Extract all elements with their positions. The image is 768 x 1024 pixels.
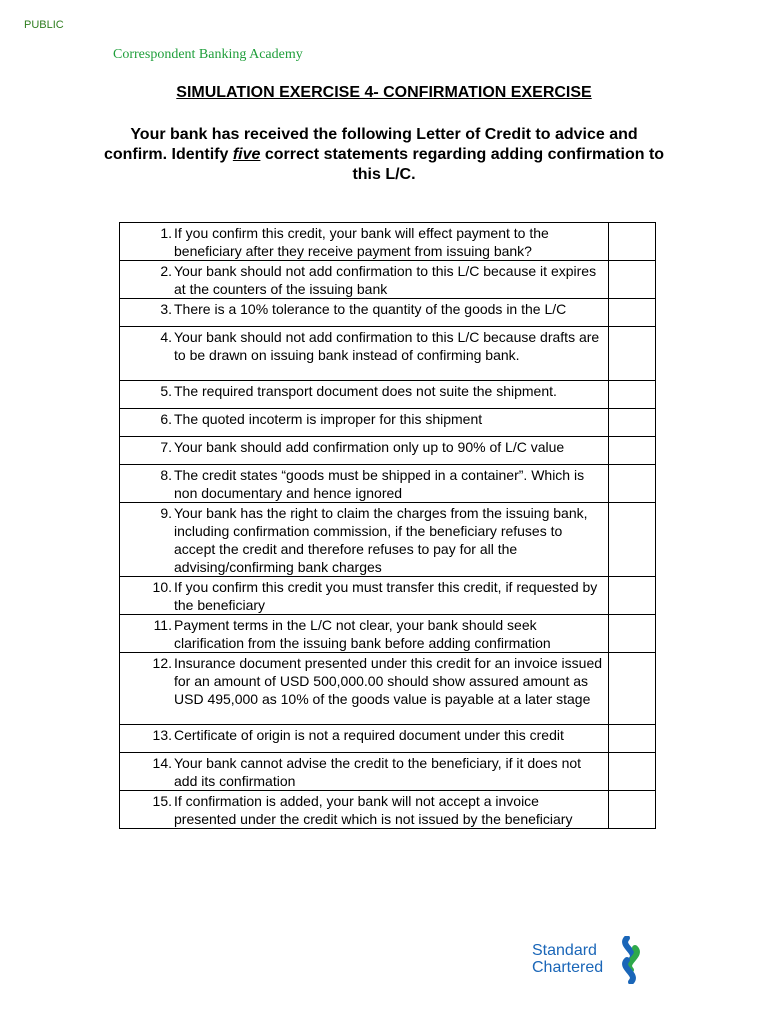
question-number: 11. [153,617,172,633]
answer-checkbox-cell[interactable] [609,437,656,465]
question-row [120,409,656,437]
answer-checkbox-cell[interactable] [609,223,656,261]
answer-checkbox-cell[interactable] [609,409,656,437]
question-text: Your bank has the right to claim the charges from the issuing bank, including confirmation commission, if the beneficiary refuses to accept the credit and therefore refuses to pay for all the advising/confirming bank charges [174,505,588,575]
question-cell [120,223,609,261]
question-text: Your bank cannot advise the credit to the beneficiary, if it does not add its confirmation [174,755,582,789]
question-text: Your bank should add confirmation only up to 90% of L/C value [174,439,565,455]
question-row [120,725,656,753]
standard-chartered-logo-icon [617,936,645,984]
question-content [120,465,608,502]
question-number: 10. [152,579,172,595]
question-cell [120,503,609,577]
classification-label: PUBLIC [24,19,64,31]
question-number: 14. [152,755,172,771]
answer-checkbox-cell[interactable] [609,577,656,615]
question-cell [120,299,609,327]
answer-checkbox-cell[interactable] [609,753,656,791]
question-content [120,223,608,260]
question-row [120,437,656,465]
answer-checkbox-cell[interactable] [609,465,656,503]
question-content [120,753,608,790]
question-content [120,503,608,576]
intro-emphasis: five [232,146,261,163]
question-content [120,261,608,298]
question-number: 12. [152,655,172,671]
answer-checkbox-cell[interactable] [609,381,656,409]
answer-checkbox-cell[interactable] [609,615,656,653]
question-text: Certificate of origin is not a required document under this credit [174,727,564,743]
standard-chartered-logo [532,936,652,986]
question-content [120,615,608,652]
question-cell [120,577,609,615]
question-row [120,753,656,791]
question-number: 3. [160,301,172,317]
question-number: 4. [160,329,172,345]
question-content [120,409,608,428]
question-text: If you confirm this credit, your bank will effect payment to the beneficiary after they receive payment from issuing bank? [174,225,549,259]
question-number: 9. [160,505,172,521]
logo-line-1: Standard [532,942,597,959]
question-cell [120,791,609,829]
question-text: There is a 10% tolerance to the quantity of the goods in the L/C [174,301,567,317]
answer-checkbox-cell[interactable] [609,653,656,725]
question-row [120,653,656,725]
page-title: SIMULATION EXERCISE 4- CONFIRMATION EXERCISE [176,84,592,101]
question-content [120,299,608,318]
question-number: 8. [160,467,172,483]
logo-wordmark [532,942,603,976]
question-cell [120,261,609,299]
answer-checkbox-cell[interactable] [609,725,656,753]
question-cell [120,615,609,653]
question-row [120,791,656,829]
question-text: If you confirm this credit you must transfer this credit, if requested by the beneficiary [174,579,598,613]
intro-paragraph [100,125,668,185]
question-row [120,261,656,299]
question-text: Your bank should not add confirmation to this L/C because it expires at the counters of the issuing bank [174,263,597,297]
question-number: 6. [160,411,172,427]
question-cell [120,409,609,437]
answer-checkbox-cell[interactable] [609,327,656,381]
question-text: The credit states “goods must be shipped in a container”. Which is non documentary and hence ignored [174,467,585,501]
question-number: 2. [160,263,172,279]
question-number: 13. [152,727,172,743]
question-text: The quoted incoterm is improper for this shipment [174,411,483,427]
question-text: If confirmation is added, your bank will not accept a invoice presented under the credit which is not issued by the beneficiary [174,793,573,827]
question-text: Insurance document presented under this credit for an invoice issued for an amount of USD 500,000.00 should show assured amount as USD 495,000 as 10% of the goods value is payable at a later stage [174,655,603,707]
intro-text-before: Your bank has received the following Letter of Credit to advice and confirm. Identify [103,126,638,163]
question-content [120,725,608,744]
question-cell [120,327,609,381]
answer-checkbox-cell[interactable] [609,261,656,299]
question-cell [120,381,609,409]
question-content [120,653,608,708]
question-content [120,381,608,400]
question-cell [120,753,609,791]
intro-text-after: correct statements regarding adding confirmation to this L/C. [260,146,665,183]
question-cell [120,465,609,503]
question-row [120,299,656,327]
question-number: 7. [160,439,172,455]
questions-table-body [120,223,656,829]
question-content [120,327,608,364]
academy-name: Correspondent Banking Academy [113,47,303,62]
question-row [120,381,656,409]
question-number: 1. [160,225,172,241]
question-row [120,503,656,577]
questions-table [119,222,656,829]
question-row [120,615,656,653]
answer-checkbox-cell[interactable] [609,791,656,829]
question-row [120,577,656,615]
question-row [120,223,656,261]
question-number: 15. [152,793,172,809]
question-text: Payment terms in the L/C not clear, your bank should seek clarification from the issuing bank before adding confirmation [174,617,551,651]
answer-checkbox-cell[interactable] [609,299,656,327]
question-row [120,327,656,381]
question-cell [120,437,609,465]
question-content [120,437,608,456]
question-cell [120,653,609,725]
question-text: The required transport document does not suite the shipment. [174,383,557,399]
logo-line-2: Chartered [532,959,604,976]
answer-checkbox-cell[interactable] [609,503,656,577]
question-cell [120,725,609,753]
question-content [120,791,608,828]
question-row [120,465,656,503]
question-number: 5. [160,383,172,399]
question-content [120,577,608,614]
question-text: Your bank should not add confirmation to this L/C because drafts are to be drawn on issuing bank instead of confirming bank. [174,329,600,363]
